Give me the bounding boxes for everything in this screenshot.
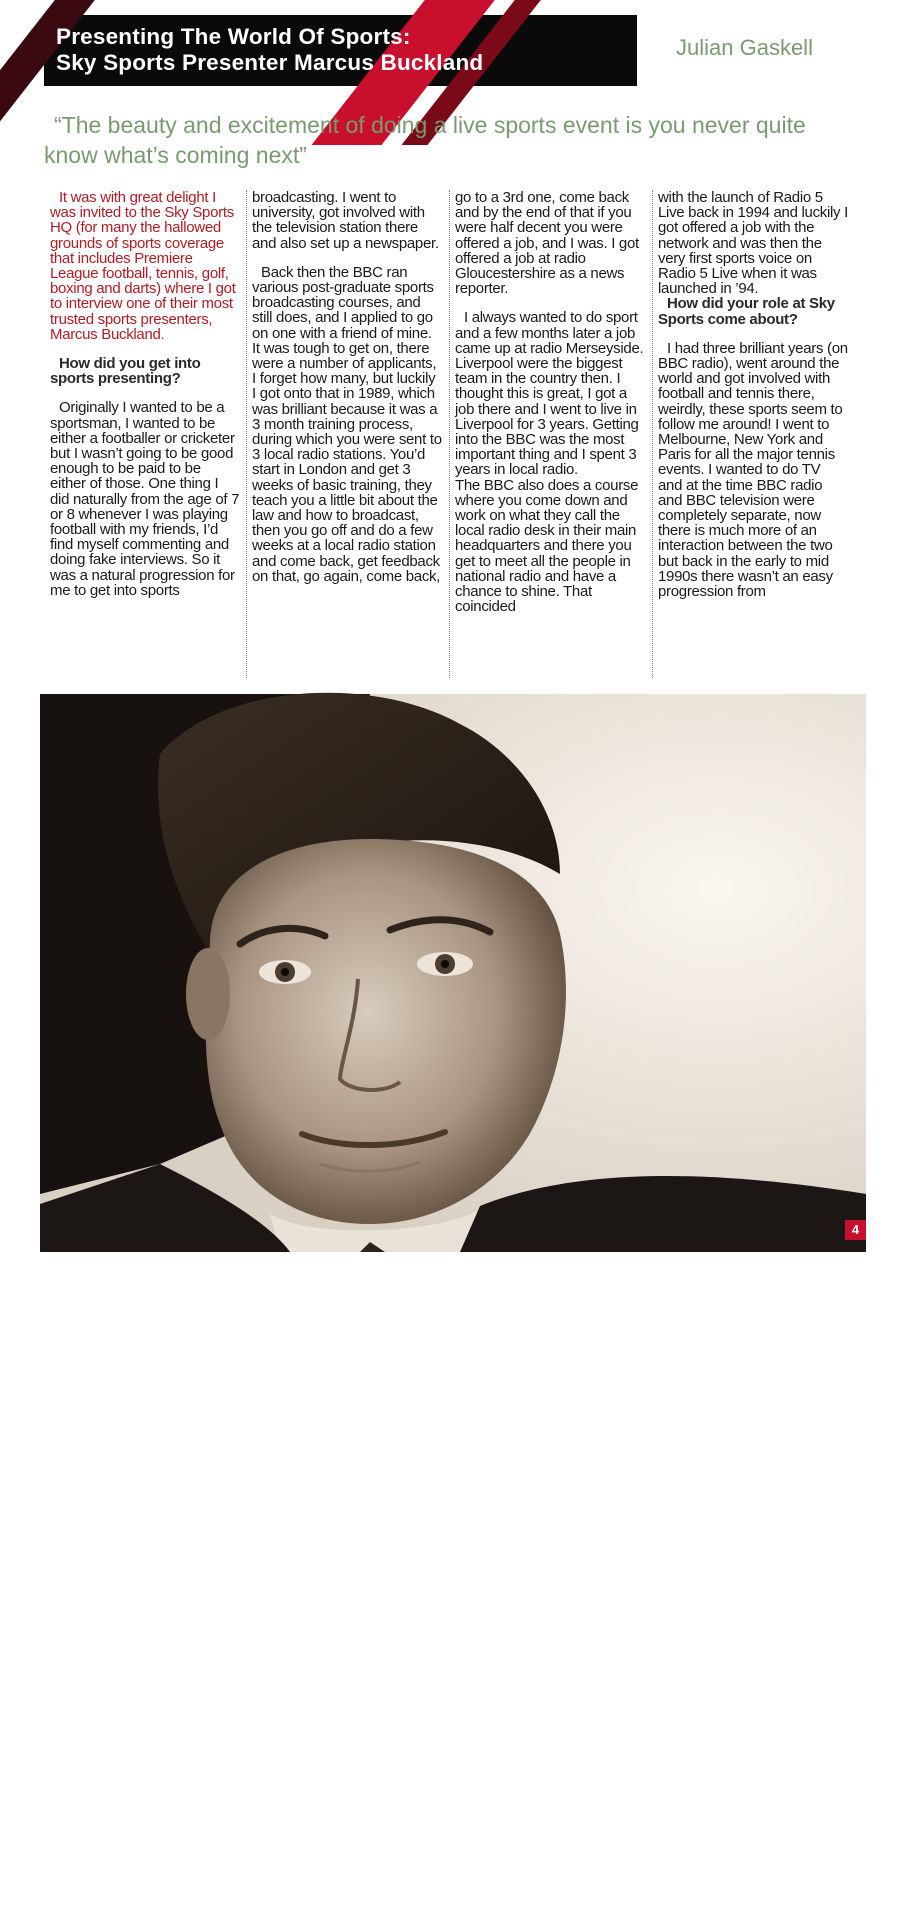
article-title-line-2: Sky Sports Presenter Marcus Buckland (56, 50, 484, 75)
column-divider (246, 190, 247, 678)
pull-quote: “The beauty and excitement of doing a live sports event is you never quite know what’s coming next” (44, 112, 806, 168)
body-paragraph: I always wanted to do sport and a few months later a job came up at radio Merseyside. Liverpool were the biggest team in the country then. I thought this is great, I got a job there and I went to live in Liverpool for 3 years. Getting into the BBC was the most important thing and I spent 3 years in local radio. (455, 309, 644, 479)
article-title-line-1: Presenting The World Of Sports: (56, 24, 411, 49)
article-column-3 (455, 190, 645, 678)
column-divider (652, 190, 653, 678)
title-banner (44, 15, 637, 86)
article-column-4 (658, 190, 848, 678)
body-paragraph: Back then the BBC ran various post-graduate sports broadcasting courses, and still does, and I applied to go on one with a friend of mine. It was tough to get on, there were a number of applicants, I forget how many, but luckily I got onto that in 1989, which was brilliant because it was a 3 month training process, during which you were sent to 3 local radio stations. You’d start in London and get 3 weeks of basic training, they teach you a little bit about the law and how to broadcast, then you go off and do a few weeks at a local radio station and come back, get feedback on that, go again, come back, (252, 263, 442, 585)
body-paragraph: I had three brilliant years (on BBC radio), went around the world and got involved with football and tennis there, weirdly, these sports seem to follow me around! I went to Melbourne, New York and Paris for all the major tennis events. I wanted to do TV and at the time BBC radio and BBC television were completely separate, now there is much more of an interaction between the two but back in the early to mid 1990s there wasn’t an easy progression from (658, 339, 848, 601)
interview-question: How did you get into sports presenting? (50, 355, 201, 388)
page-number: 4 (845, 1220, 866, 1240)
body-paragraph: broadcasting. I went to university, got involved with the television station there and also set up a newspaper. (252, 189, 439, 252)
article-column-1 (50, 190, 240, 678)
article-body (50, 190, 850, 680)
photo-caption: Marcus Buckland (110, 1900, 180, 1910)
body-paragraph: The BBC also does a course where you come down and work on what they call the local radio desk in their main headquarters and there you get to meet all the people in national radio and have a chance to shine. That coincided (455, 476, 639, 616)
body-paragraph: Originally I wanted to be a sportsman, I wanted to be either a footballer or cricketer but I wasn’t going to be good enough to be paid to be either of those. One thing I did naturally from the age of 7 or 8 whenever I was playing football with my friends, I’d find myself commenting and doing fake interviews. So it was a natural progression for me to get into sports (50, 399, 240, 599)
column-divider (449, 190, 450, 678)
interview-question: How did your role at Sky Sports come about? (658, 295, 835, 328)
author-name: Julian Gaskell (676, 35, 813, 60)
portrait-photo (40, 694, 866, 1910)
portrait-illustration (40, 694, 866, 1252)
body-paragraph: go to a 3rd one, come back and by the end of that if you were half decent you were offered a job, and I was. I got offered a job at radio Gloucestershire as a news reporter. (455, 189, 639, 298)
body-paragraph: with the launch of Radio 5 Live back in 1994 and luckily I got offered a job with the network and was then the very first sports voice on Radio 5 Live when it was launched in ’94. (658, 189, 848, 298)
article-column-2 (252, 190, 442, 678)
intro-paragraph: It was with great delight I was invited to the Sky Sports HQ (for many the hallowed grounds of sports coverage that includes Premiere League football, tennis, golf, boxing and darts) where I got to interview one of their most trusted sports presenters, Marcus Buckland. (50, 189, 236, 343)
